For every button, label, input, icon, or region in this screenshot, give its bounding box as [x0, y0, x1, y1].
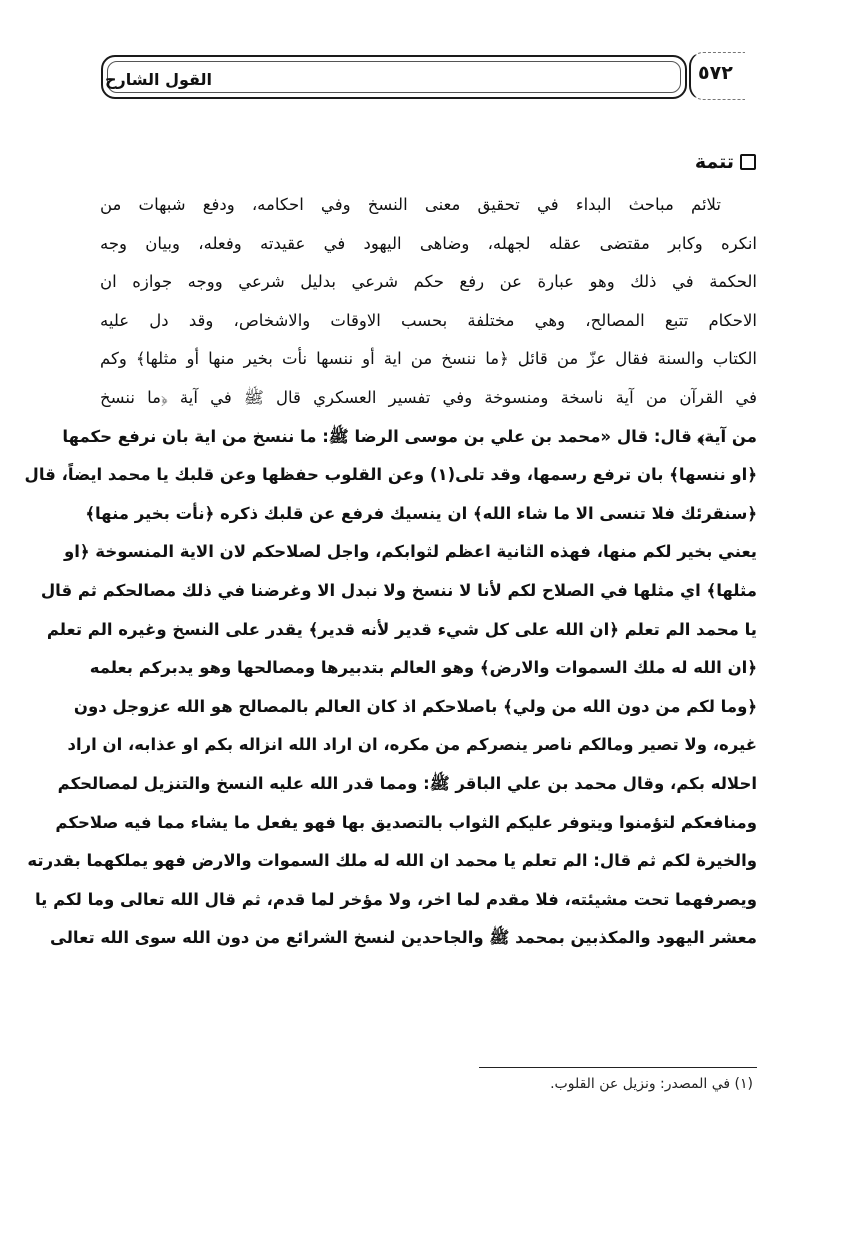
text-line: ﴿وما لكم من دون الله من ولي﴾ باصلاحكم اذ كان العالم بالمصالح هو الله عزوجل دون	[73, 696, 757, 716]
footnote: (١) في المصدر: ونزيل عن القلوب.	[550, 1076, 753, 1092]
section-heading-label: تتمة	[694, 151, 734, 173]
text-line: يعني بخير لكم منها، فهذه الثانية اعظم لثوابكم، واجل لصلاحكم لان الاية المنسوخة ﴿او	[63, 542, 757, 562]
body-paragraph	[24, 186, 757, 958]
text-line: ﴿او ننسها﴾ بان ترفع رسمها، وقد تلى(١) وعن القلوب حفظها وعن قلبك يا محمد ايضاً، قال	[24, 465, 757, 485]
footnote-divider	[479, 1067, 757, 1068]
text-line: معشر اليهود والمكذبين بمحمد ﷺ والجاحدين لنسخ الشرائع من دون الله سوى الله تعالى	[50, 928, 757, 948]
text-line: ويصرفهما تحت مشيئته، فلا مقدم لما اخر، ولا مؤخر لما قدم، ثم قال الله تعالى وما لكم يا	[34, 889, 757, 909]
text-line: ﴿ان الله له ملك السموات والارض﴾ وهو العالم بتدبيرها ومصالحها وهو يدبركم بعلمه	[89, 658, 757, 678]
running-header-title: القول الشارح	[105, 70, 213, 89]
text-line: احلاله بكم، وقال محمد بن علي الباقر ﷺ: ومما قدر الله عليه النسخ والتنزيل لمصالحكم	[57, 773, 757, 793]
text-line: الاحكام تتبع المصالح، وهي مختلفة بحسب الاوقات والاشخاص، وقد دل عليه	[100, 310, 757, 330]
text-line: تلائم مباحث البداء في تحقيق معنى النسخ وفي احكامه، ودفع شبهات من	[100, 195, 721, 214]
text-line: ومنافعكم لتؤمنوا ويتوفر عليكم الثواب بالتصديق بها فهو يفعل ما يشاء مما فيه صلاحكم	[55, 812, 757, 832]
page-number: ٥٧٢	[698, 62, 733, 84]
text-line: الكتاب والسنة فقال عزّ من قائل ﴿ما ننسخ من اية أو ننسها نأت بخير منها أو مثلها﴾ وكم	[100, 349, 757, 369]
text-line: غيره، ولا تصير ومالكم ناصر ينصركم من مكره، ان اراد الله انزاله بكم او عذابه، ان اراد	[67, 735, 757, 755]
text-line: في القرآن من آية ناسخة ومنسوخة وفي تفسير العسكري قال ﷺ في آية ﴿ما ننسخ	[100, 387, 757, 407]
text-line: من آية﴾ قال: قال «محمد بن علي بن موسى الرضا ﷺ: ما ننسخ من اية بان نرفع حكمها	[62, 426, 757, 446]
text-line: مثلها﴾ اي مثلها في الصلاح لكم لأنا لا ننسخ ولا نبدل الا وغرضنا في ذلك مصالحكم ثم قال	[40, 580, 757, 600]
text-line: ﴿سنقرئك فلا تنسى الا ما شاء الله﴾ ان ينسيك فرفع عن قلبك ذكره ﴿نأت بخير منها﴾	[85, 503, 757, 523]
section-heading	[695, 151, 756, 173]
text-line: والخيرة لكم ثم قال: الم تعلم يا محمد ان الله له ملك السموات والارض فهو يملكهما بقدرته	[27, 851, 757, 871]
text-line: الحكمة في ذلك وهو عبارة عن رفع حكم شرعي بدليل شرعي ووجه جوازه ان	[100, 272, 757, 292]
text-line: يا محمد الم تعلم ﴿ان الله على كل شيء قدير لأنه قدير﴾ يقدر على النسخ وغيره الم تعلم	[46, 619, 757, 639]
square-bullet-icon	[740, 154, 756, 170]
text-line: انكره وكابر مقتضى عقله لجهله، وضاهى اليهود في عقيدته وفعله، وبيان وجه	[100, 233, 757, 253]
